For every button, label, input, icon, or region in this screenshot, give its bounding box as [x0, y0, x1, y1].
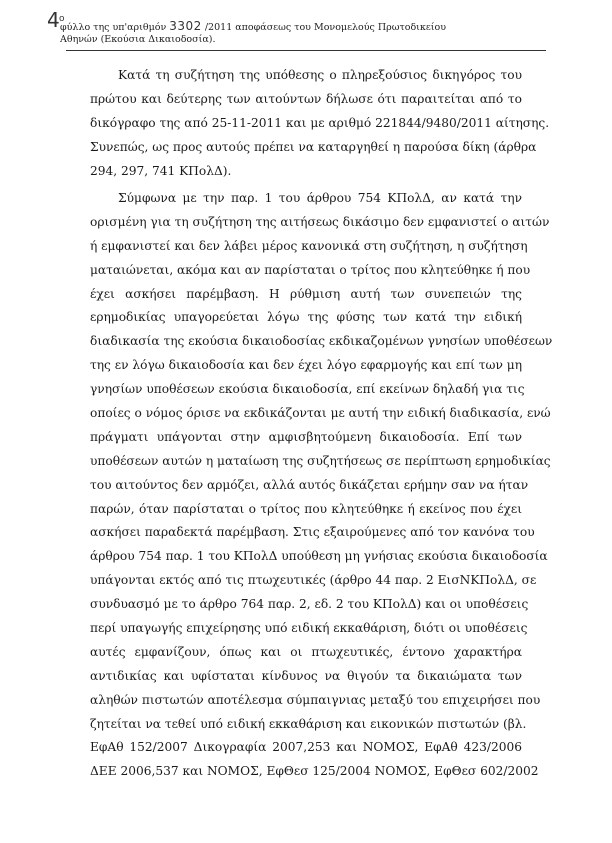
text-line: αληθών πιστωτών αποτέλεσμα σύμπαιγνιας μεταξύ του επιχειρήσει που: [90, 692, 541, 707]
text-line: ορισμένη για τη συζήτηση της αιτήσεως δικάσιμο δεν εμφανιστεί ο αιτών: [90, 214, 550, 229]
page-header: [47, 8, 580, 46]
text-line: αυτές εμφανίζουν, όπως και οι πτωχευτικές, έντονο χαρακτήρα: [90, 644, 522, 659]
text-line: ασκήσει παραδεκτά παρέμβαση. Στις εξαιρούμενες από τον κανόνα του: [90, 525, 535, 540]
header-line-1-suffix: /2011 αποφάσεως του Μονομελούς Πρωτοδικείου: [204, 22, 446, 33]
text-line: έχει ασκήσει παρέμβαση. Η ρύθμιση αυτή των συνεπειών της: [90, 286, 522, 301]
paragraph-2: [90, 187, 553, 784]
text-line: οποίες ο νόμος όρισε να εκδικάζονται με αυτή την ειδική διαδικασία, ενώ: [90, 406, 551, 421]
text-line: ερημοδικίας υπαγορεύεται λόγω της φύσης των κατά την ειδική: [90, 310, 522, 325]
text-line: ΔΕΕ 2006,537 και ΝΟΜΟΣ, ΕφΘεσ 125/2004 ΝΟΜΟΣ, ΕφΘεσ 602/2002: [90, 764, 539, 779]
text-line: υποθέσεων αυτών η ματαίωση της συζητήσεως σε περίπτωση ερημοδικίας: [90, 453, 551, 468]
text-line: διαδικασία της εκούσια δικαιοδοσίας εκδικαζομένων γνησίων υποθέσεων: [90, 334, 553, 349]
handwritten-case-number: 3302: [169, 19, 202, 33]
text-line: της εν λόγω δικαιοδοσία και δεν έχει λόγο εφαρμογής και επί των μη: [90, 358, 522, 373]
text-line: του αιτούντος δεν αρμόζει, αλλά αυτός δικάζεται ερήμην σαν να ήταν: [90, 477, 529, 492]
text-line: Συνεπώς, ως προς αυτούς πρέπει να καταργηθεί η παρούσα δίκη (άρθρα: [90, 139, 537, 154]
header-line-1: [60, 20, 580, 34]
text-line: Κατά τη συζήτηση της υπόθεσης ο πληρεξούσιος δικηγόρος του: [118, 68, 522, 82]
header-line-1-prefix: φύλλο της υπ'αριθμόν: [60, 22, 167, 33]
paragraph-1: [90, 64, 550, 183]
header-divider: [66, 50, 546, 51]
handwritten-page-number: 4: [47, 8, 60, 32]
text-line: πράγματι υπάγονται στην αμφισβητούμενη δικαιοδοσία. Επί των: [90, 429, 522, 444]
text-line: ματαιώνεται, ακόμα και αν παρίσταται ο τρίτος που κλητεύθηκε ή που: [90, 262, 531, 277]
text-line: δικόγραφο της από 25-11-2011 και με αριθμό 221844/9480/2011 αίτησης.: [90, 115, 550, 130]
text-line: περί υπαγωγής επιχείρησης υπό ειδική εκκαθάριση, διότι οι υποθέσεις: [90, 621, 528, 636]
text-line: υπάγονται εκτός από τις πτωχευτικές (άρθρο 44 παρ. 2 ΕισΝΚΠολΔ, σε: [90, 573, 537, 588]
header-line-2: Αθηνών (Εκούσια Δικαιοδοσία).: [60, 34, 216, 45]
text-line: πρώτου και δεύτερης των αιτούντων δήλωσε ότι παραιτείται από το: [90, 91, 522, 106]
page-number-suffix: ο: [59, 14, 65, 24]
text-line: αντιδικίας και υφίσταται κίνδυνος να θιγούν τα δικαιώματα των: [90, 668, 522, 683]
text-line: παρών, όταν παρίσταται ο τρίτος που κλητεύθηκε ή εκείνος που έχει: [90, 501, 522, 516]
text-line: ζητείται να τεθεί υπό ειδική εκκαθάριση και εικονικών πιστωτών (βλ.: [90, 716, 527, 731]
text-line: ή εμφανιστεί και δεν λάβει μέρος κανονικά στη συζήτηση, η συζήτηση: [90, 238, 528, 253]
text-line: άρθρου 754 παρ. 1 του ΚΠολΔ υπούθεση μη γνήσιας εκούσια δικαιοδοσία: [90, 549, 548, 564]
text-line: ΕφΑθ 152/2007 Δικογραφία 2007,253 και ΝΟΜΟΣ, ΕφΑθ 423/2006: [90, 740, 522, 755]
text-line: 294, 297, 741 ΚΠολΔ).: [90, 163, 232, 178]
text-line: γνησίων υποθέσεων εκούσια δικαιοδοσία, επί εκείνων δηλαδή για τις: [90, 382, 525, 397]
text-line: Σύμφωνα με την παρ. 1 του άρθρου 754 ΚΠολΔ, αν κατά την: [118, 191, 522, 205]
text-line: συνδυασμό με το άρθρο 764 παρ. 2, εδ. 2 του ΚΠολΔ) και οι υποθέσεις: [90, 597, 529, 612]
